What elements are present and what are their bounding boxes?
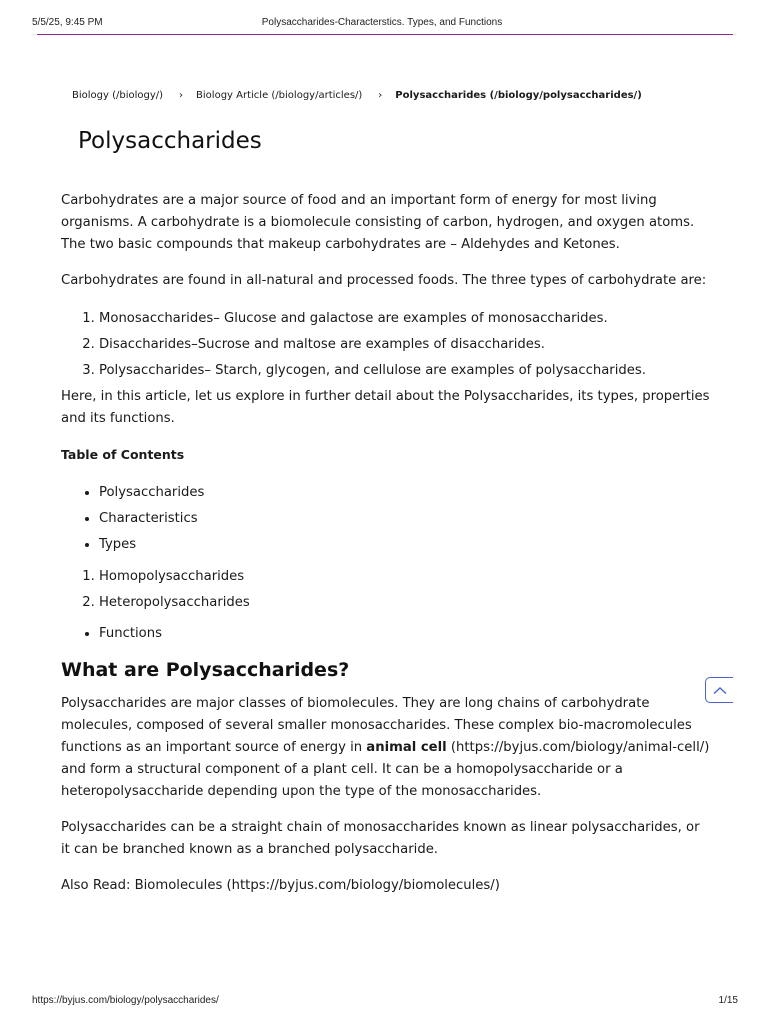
toc-item-heteropolysaccharides[interactable]: 2. Heteropolysaccharides <box>99 590 711 616</box>
list-item: 1. Monosaccharides– Glucose and galactose are examples of monosaccharides. <box>99 306 711 332</box>
toc-sublist <box>61 564 711 616</box>
print-footer-url: https://byjus.com/biology/polysaccharides/ <box>32 995 219 1006</box>
section-paragraph: Polysaccharides can be a straight chain of monosaccharides known as linear polysaccharides, or it can be branched known as a branched polysaccharide. <box>61 820 700 857</box>
paragraph-text: Polysaccharides are major classes of biomolecules. They are long chains of carbohydrate molecules, composed of several smaller monosaccharides. These complex bio-macromolecules functions as an important source of energy in <box>61 696 692 755</box>
list-item: 2. Disaccharides–Sucrose and maltose are examples of disaccharides. <box>99 332 711 358</box>
print-footer <box>32 995 738 1009</box>
breadcrumb-chevron-icon: › <box>179 90 184 101</box>
toc-item-characteristics[interactable]: • Characteristics <box>99 506 711 532</box>
article-content <box>61 190 711 911</box>
toc-item-functions[interactable]: • Functions <box>99 621 711 647</box>
print-document-title: Polysaccharides-Characterstics. Types, and Functions <box>261 17 503 28</box>
toc-item-homopolysaccharides[interactable]: 1. Homopolysaccharides <box>99 564 711 590</box>
toc-list <box>61 621 711 647</box>
section-paragraph <box>61 693 711 803</box>
section-heading: What are Polysaccharides? <box>61 659 350 681</box>
breadcrumb-item-current[interactable]: Polysaccharides (/biology/polysaccharides/) <box>395 90 642 101</box>
print-date: 5/5/25, 9:45 PM <box>32 17 103 28</box>
breadcrumb <box>72 90 712 101</box>
header-divider <box>37 34 733 35</box>
breadcrumb-chevron-icon: › <box>378 90 383 101</box>
intro-paragraph: Carbohydrates are a major source of food and an important form of energy for most living organisms. A carbohydrate is a biomolecule consisting of carbon, hydrogen, and oxygen atoms. The two basic compounds that makeup carbohydrates are – Aldehydes and Ketones. <box>61 193 695 252</box>
page-title: Polysaccharides <box>78 128 262 154</box>
page-number: 1/15 <box>718 995 738 1006</box>
intro-paragraph-overview: Here, in this article, let us explore in further detail about the Polysaccharides, its types, properties and its functions. <box>61 389 710 426</box>
intro-paragraph-types: Carbohydrates are found in all-natural and processed foods. The three types of carbohydrate are: <box>61 273 707 288</box>
paragraph-text: (https://byjus.com/biology/animal-cell/) and form a structural component of a plant cell. It can be a homopolysaccharide or a heteropolysaccharide depending upon the type of the monosaccharides. <box>61 740 710 799</box>
scroll-to-top-button[interactable] <box>705 677 733 703</box>
list-item: 3. Polysaccharides– Starch, glycogen, and cellulose are examples of polysaccharides. <box>99 358 711 384</box>
toc-list <box>61 480 711 558</box>
chevron-up-icon <box>713 686 727 695</box>
toc-heading: Table of Contents <box>61 447 185 462</box>
toc-item-types[interactable]: • Types <box>99 532 711 558</box>
also-read-link[interactable]: Also Read: Biomolecules (https://byjus.com/biology/biomolecules/) <box>61 878 500 893</box>
breadcrumb-item-biology[interactable]: Biology (/biology/) <box>72 90 164 101</box>
toc-item-polysaccharides[interactable]: • Polysaccharides <box>99 480 711 506</box>
print-header <box>32 17 732 31</box>
carbohydrate-types-list <box>61 306 711 384</box>
breadcrumb-item-biology-article[interactable]: Biology Article (/biology/articles/) <box>196 90 363 101</box>
animal-cell-link[interactable]: animal cell <box>366 740 447 755</box>
